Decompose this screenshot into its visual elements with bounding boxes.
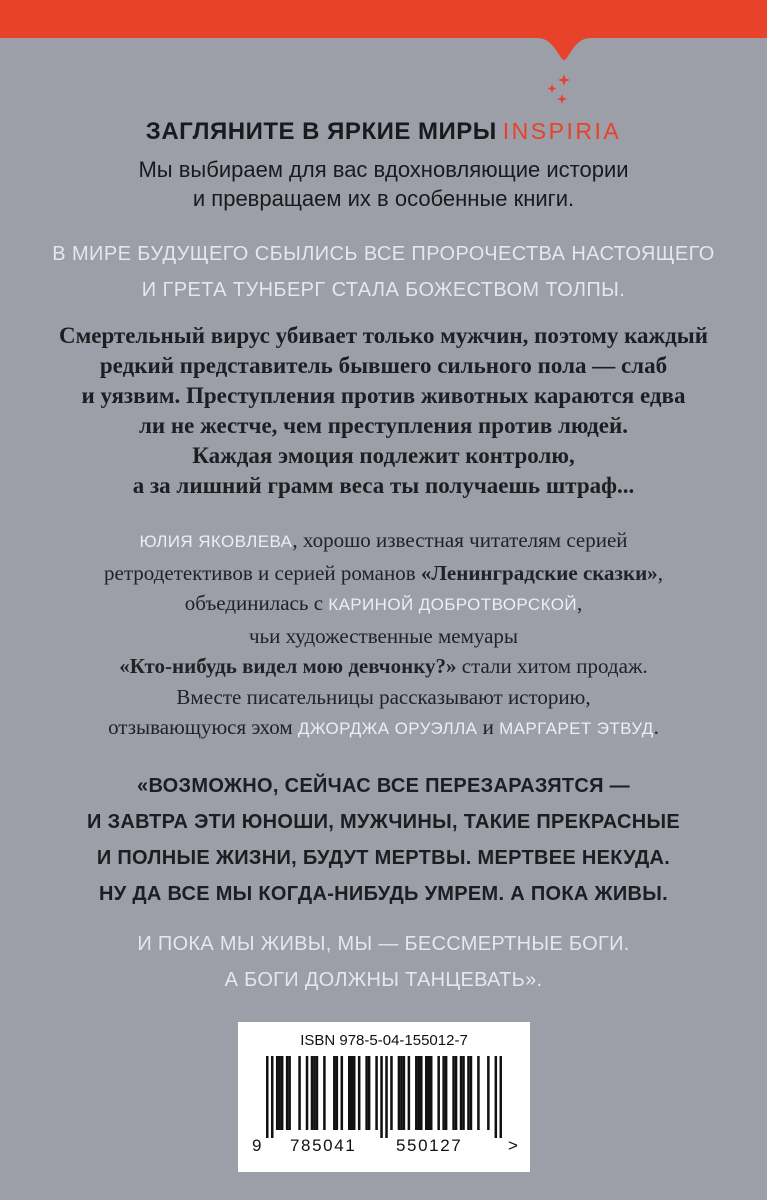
prophecy-line: В МИРЕ БУДУЩЕГО СБЫЛИСЬ ВСЕ ПРОРОЧЕСТВА НАСТОЯЩЕГО [52,243,715,265]
barcode-bar [400,1056,403,1130]
barcode-box [238,1022,530,1172]
barcode-bar [452,1056,455,1130]
barcode-bar [298,1056,301,1130]
authors-text: . [653,715,659,739]
quote-line: И ПОЛНЫЕ ЖИЗНИ, БУДУТ МЕРТВЫ. МЕРТВЕЕ НЕКУДА. [96,847,671,869]
barcode-bar [415,1056,418,1130]
barcode-bar [281,1056,284,1130]
barcode-bar [375,1056,378,1130]
barcode-bar [425,1056,428,1130]
barcode-bar [271,1056,274,1138]
authors-line [0,525,767,558]
authors-line [0,712,767,745]
blurb-line: редкий представитель бывшего сильного пола — слаб [99,353,668,378]
barcode-digits-left: 785041 [290,1136,357,1155]
author-name: КАРИНОЙ ДОБРОТВОРСКОЙ [328,595,577,614]
barcode-bar [341,1056,344,1130]
sparkles-icon [546,72,572,108]
barcode-bar [462,1056,465,1130]
barcode-bar [348,1056,351,1130]
barcode-bar [368,1056,371,1130]
barcode-bar [380,1056,383,1138]
barcode-bar [365,1056,368,1130]
barcode-bar [266,1056,269,1138]
authors-text: и [477,715,500,739]
barcode-bar [323,1056,326,1130]
blurb-line: и уязвим. Преступления против животных караются едва [81,383,686,408]
tagline [0,155,767,213]
barcode-bar [477,1056,480,1130]
barcode-bar [390,1056,393,1130]
brand-lead: ЗАГЛЯНИТЕ В ЯРКИЕ МИРЫ [145,118,497,145]
barcode-first-digit: 9 [252,1136,262,1155]
authors-line: Вместе писательницы рассказывают историю, [176,684,591,709]
authors-text: отзывающуюся эхом [108,715,298,739]
quote-line: И ПОКА МЫ ЖИВЫ, МЫ — БЕССМЕРТНЫЕ БОГИ. [137,933,630,955]
barcode-digits-right: 550127 [396,1136,463,1155]
authors-line: чьи художественные мемуары [248,623,519,648]
authors-text: ретродетективов и серией романов [104,560,421,585]
barcode-bar [470,1056,473,1130]
barcode-bar [353,1056,356,1130]
prophecy [0,236,767,308]
reference-author: ДЖОРДЖА ОРУЭЛЛА [297,719,478,738]
barcode-bar [276,1056,279,1130]
reference-author: МАРГАРЕТ ЭТВУД [499,719,654,738]
barcode-bar [306,1056,309,1130]
blurb-line: а за лишний грамм веса ты получаешь штраф... [132,473,635,498]
memoir-title: «Кто-нибудь видел мою девчонку?» [119,654,457,678]
tagline-line: и превращаем их в особенные книги. [192,186,575,211]
barcode-bar [336,1056,339,1130]
author-name: ЮЛИЯ ЯКОВЛЕВА [139,532,293,551]
quote-ending [0,926,767,998]
authors-line [0,558,767,589]
barcode [266,1056,502,1138]
barcode-bar [385,1056,388,1138]
authors-paragraph [0,525,767,745]
quote-line: А БОГИ ДОЛЖНЫ ТАНЦЕВАТЬ». [224,969,543,991]
barcode-bar [333,1056,336,1130]
barcode-bar [286,1056,289,1130]
quote-line: И ЗАВТРА ЭТИ ЮНОШИ, МУЖЧИНЫ, ТАКИЕ ПРЕКРАСНЫЕ [87,811,680,833]
brand-name: INSPIRIA [502,118,622,144]
series-title: «Ленинградские сказки» [420,560,658,585]
barcode-bar [427,1056,430,1130]
quote [0,768,767,912]
barcode-bar [420,1056,423,1130]
barcode-bar [316,1056,319,1130]
prophecy-line: И ГРЕТА ТУНБЕРГ СТАЛА БОЖЕСТВОМ ТОЛПЫ. [141,279,626,301]
barcode-bar [418,1056,421,1130]
barcode-bar [288,1056,291,1130]
isbn-label: ISBN 978-5-04-155012-7 [300,1032,468,1049]
barcode-bar [487,1056,490,1130]
barcode-bar [313,1056,316,1130]
barcode-bar [358,1056,361,1130]
barcode-bar [311,1056,314,1130]
quote-line: «ВОЗМОЖНО, СЕЙЧАС ВСЕ ПЕРЕЗАРАЗЯТСЯ — [137,775,630,797]
authors-text: стали хитом продаж. [456,654,648,678]
authors-text: , хорошо известная читателям серией [292,528,628,552]
barcode-bar [445,1056,448,1130]
barcode-bar [350,1056,353,1130]
blurb-line: Смертельный вирус убивает только мужчин, поэтому каждый [58,323,709,348]
quote-line: НУ ДА ВСЕ МЫ КОГДА-НИБУДЬ УМРЕМ. А ПОКА ЖИВЫ. [99,883,668,905]
barcode-end-mark: > [508,1136,518,1155]
barcode-bar [403,1056,406,1130]
tagline-line: Мы выбираем для вас вдохновляющие истории [138,157,629,182]
authors-text: объединилась с [184,591,329,615]
barcode-bar [442,1056,445,1130]
authors-line [0,651,767,682]
barcode-bar [430,1056,433,1130]
authors-text: , [657,560,663,585]
authors-line [0,588,767,621]
barcode-bar [467,1056,470,1130]
blurb-line: Каждая эмоция подлежит контролю, [192,443,575,468]
barcode-bar [398,1056,401,1130]
barcode-bar [495,1056,498,1138]
barcode-bar [455,1056,458,1130]
blurb [0,321,767,501]
blurb-line: ли не жестче, чем преступления против людей. [138,413,629,438]
authors-text: , [576,591,583,615]
barcode-bar [278,1056,281,1130]
brand-line [0,118,767,146]
barcode-bar [500,1056,502,1138]
barcode-bar [460,1056,463,1130]
barcode-bar [437,1056,440,1130]
top-band [0,0,767,60]
barcode-bar [408,1056,411,1130]
